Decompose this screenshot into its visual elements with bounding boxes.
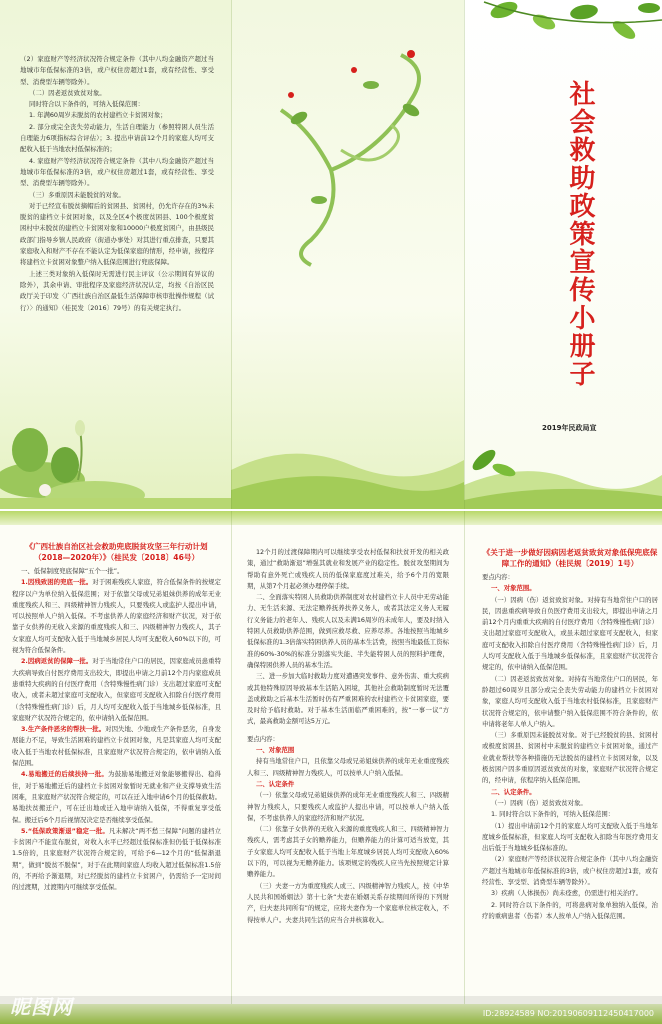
paragraph-text: 4.易地搬迁的后续扶持一批。 (20, 770, 109, 779)
paragraph-text: （二）因老返贫致贫对象。 (28, 88, 106, 97)
paragraph (20, 110, 214, 121)
fold-line (231, 511, 232, 1024)
paragraph (12, 577, 221, 656)
paragraph (482, 854, 658, 888)
paragraph-text: 三、进一步加大临时救助力度对遭遇突发事件、意外伤害、重大疾病或其他特殊原因导致基本生活陷入困境，其他社会救助制度暂时无法覆盖或救助之后基本生活暂时仍有严重困难的农村建档立卡贫困家庭，要及时给予临时救助。对于基本生活面临严重困难的，按“一事一议”方式，最高救助金额可达5万元。 (247, 672, 449, 726)
paragraph-body: 对于当地常住户口的居民，因家庭成员患重特大疾病导致自付医疗费用支出较大，即提出申请之月前12个月内家庭成员患重特大疾病的自付医疗费用（含特殊慢性病门诊）支出超过家庭可支配收入，或者未超过家庭可支配收入，但家庭可支配收入扣除自付医疗费用（含特殊慢性病门诊）后，月人均可支配收入低于当地城乡低保标准，且家庭财产状况符合规定的，依申请纳入低保范围。 (12, 657, 222, 722)
paragraph-text: （一）因病（伤）返贫致贫对象。 (490, 798, 587, 807)
paragraph (482, 787, 658, 798)
paragraph-text: 一、低保制度兜底保障“五个一批”。 (20, 567, 124, 575)
paragraph (247, 671, 449, 727)
paragraph (482, 595, 658, 674)
paragraph-text: 二、认定条件 (255, 779, 295, 788)
paragraph (482, 900, 658, 923)
paragraph-text: 二、认定条件。 (490, 787, 536, 796)
fold-line (231, 0, 232, 509)
paragraph-body: 对于困难残疾人家庭，符合低保条件的按规定程序以户为单位纳入低保范围；对于依靠父母或兄弟姐妹供养的成年无业重度残疾人和三、四级精神智力残疾人，只要残疾人或监护人提出申请，可以按照单人户纳入低保。不考虑供养人的家庭经济和财产状况，对于依靠子女供养的无收入来源的重度残疾人和三、四级精神智力残疾人，其子女家庭人均可支配收入低于当地城乡居民人均可支配收入60%以下的，可视为符合低保条件。 (12, 578, 222, 655)
paragraph-text: 一、对象范围。 (490, 584, 536, 593)
paragraph (247, 824, 449, 880)
paragraph-text: （二）依靠子女供养的无收入来源的重度残疾人和三、四级精神智力残疾人，需考虑其子女的赡养能力，但赡养能力的计算可适当放宽，其子女家庭人均可支配收入低于当地上年度城乡居民人均可支配收入60%以下的，可以视为无赡养能力。该项规定的残疾人应当先按照规定计算赡养能力。 (247, 825, 449, 879)
leaves-bottom-decoration (464, 430, 662, 509)
paragraph (20, 190, 214, 201)
paragraph (20, 122, 214, 156)
paragraph (482, 583, 658, 594)
green-hills-decoration (231, 420, 464, 509)
paragraph (12, 656, 221, 724)
paragraph (482, 730, 658, 786)
paragraph (247, 790, 449, 824)
paragraph (247, 756, 449, 779)
doc2-paragraphs (247, 734, 449, 926)
paragraph-text: 2.因病返贫的保障一批。 (20, 657, 93, 666)
watermark-id: ID:28924589 NO:20190609112450417000 (482, 1009, 654, 1018)
paragraph-text: （1）提出申请前12个月的家庭人均可支配收入低于当地年度城乡低保标准，但家庭人均可支配收入扣除当年医疗费用支出后低于当地城乡低保标准的。 (482, 821, 658, 853)
paragraph (482, 821, 658, 855)
paragraph (12, 769, 221, 825)
paragraph-body: 对因失地、少地或生产条件恶劣，自身发展能力不足，导致生活困难的建档立卡贫困对象，凡是其家庭人均可支配收入低于当地农村低保标准，且家庭财产状况符合规定的，依申请纳入低保范围。 (12, 725, 222, 768)
paragraph-text: 要点内容： (247, 734, 279, 743)
paragraph-text: （2）家庭财产等经济状况符合规定条件（其中八均金融资产超过当地城市年低保标准的3倍，或户权住房超过1套，或有经营性、享受型、消费型车辆等除外）。 (20, 55, 214, 86)
paragraph (12, 826, 221, 894)
paragraph (20, 269, 214, 314)
paragraph-text: （一）依靠父母或兄弟姐妹供养的成年无业重度残疾人和三、四级精神智力残疾人，只要残疾人或监护人提出申请，可以按单人户纳入低保，不考虑供养人的家庭经济和财产状况。 (247, 791, 449, 822)
paragraph (482, 809, 658, 820)
paragraph-text: （2）家庭财产等经济状况符合规定条件（其中八均金融资产超过当地城市年低保标准的3倍，或户权住房超过1套，或有经营性、享受型、消费型车辆等除外）。 (482, 855, 658, 887)
paragraph-text: （三）多重原因未能脱贫的对象。 (28, 190, 125, 199)
left-text-panel (0, 0, 231, 509)
cover-title: 社会救助政策宣传小册子 (565, 80, 595, 388)
paragraph-text: 3）疾病（人体损伤）尚未痊愈，仍需进行相关治疗。 (490, 889, 643, 898)
paragraph-text: 对于已经宣布脱贫摘帽后的贫困县、贫困村，仍允许存在的3%未脱贫的建档立卡贫困对象，以及全区4个极度贫困县、100个极度贫困村中未脱贫的建档立卡贫困对象和10000户极度贫困户，由县级民政部门指导乡镇人民政府（街道办事处）对其进行重点排查，只要其家庭收入和财产不存在不能认定为低保家庭的情形，经申请，按程序将建档立卡贫困对象整户纳入低保范围进行兜底保障。 (20, 201, 214, 267)
paragraph (247, 734, 449, 745)
inside-right-panel (464, 511, 662, 1024)
paragraph-text: 2. 部分或完全丧失劳动能力，生活自理能力（参照特困人员生活自理能力6项指标综合评估）；3. 提出申请前12个月的家庭人均可支配收入低于当地农村低保标准的； (20, 122, 214, 154)
paragraph (482, 674, 658, 730)
cover-issuer: 2019年民政局宣 (542, 424, 597, 432)
paragraph (247, 592, 449, 671)
brochure-inside-sheet (0, 511, 662, 1024)
doc3-paragraphs (482, 572, 658, 922)
inside-left-panel (0, 511, 231, 1024)
paragraph-text: 2. 同时符合以下条件的，可将患病对象单独纳入低保，治疗的重病患者（伤者）本人按单人户纳入低保范围。 (482, 900, 658, 920)
paragraph-text: （三）多重原因未能脱贫对象。对于已经脱贫的县、贫困村或极度贫困县、贫困村中未脱贫的建档立卡贫困对象，通过产业就业帮扶等各种措施仍无法脱贫的建档立卡贫困对象，以及极贫困户因多重原因返贫致贫的对象，家庭财产状况符合规定的，经申请，依程序纳入低保范围。 (482, 731, 658, 785)
paragraph (12, 724, 221, 769)
paragraph-text: 1. 年满60周岁未脱贫的农村建档立卡贫困对象； (28, 111, 167, 120)
paragraph-text: 持有当地常住户口，且依靠父母或兄弟姐妹供养的成年无业重度残疾人和三、四级精神智力残疾人，可以按单人户纳入低保。 (247, 757, 449, 777)
paragraph-text: 1. 同时符合以下条件的，可纳入低保范围： (490, 810, 615, 819)
paragraph-text: 上述三类对象纳入低保时无需进行民主评议（公示期间有异议的除外），其余申请、审批程序及家庭经济状况认定，均按《自治区民政厅关于印发〈广西壮族自治区最低生活保障审核审批操作规程（试行）〉的通知》（桂民发〔2016〕79号）的有关规定执行。 (20, 269, 214, 312)
watermark-logo: 昵图网 (10, 995, 73, 1019)
paragraph (20, 88, 214, 99)
leaves-top-decoration (464, 0, 662, 70)
paragraph (482, 572, 658, 583)
paragraph (20, 99, 214, 110)
paragraph-text: 一、对象范围 (255, 746, 295, 755)
doc1-continued (247, 547, 449, 728)
inside-right-body (482, 547, 658, 922)
paragraph (482, 798, 658, 809)
back-cover-panel (231, 0, 464, 509)
inside-middle-body (247, 547, 449, 926)
watermark-bar (0, 996, 662, 1024)
brochure-outside-sheet (0, 0, 662, 509)
fold-line (464, 511, 465, 1024)
paragraph-text: 二、全面落实特困人员救助供养制度对农村建档立卡人员中无劳动能力、无生活来源、无法定赡养抚养扶养义务人，或者其法定义务人无履行义务能力的老年人、残疾人以及未满16周岁的未成年人，要及时纳入特困人员救助供养范围，做到应救尽救、应养尽养。各地按照当地城乡低保标准的1.3倍落实特困供养人员的基本生活费，按照当地最低工资标准的60%-30%的标准分别落实失能、半失能特困人员的照料护理费，确保特困供养人员的基本生活。 (247, 593, 449, 669)
paragraph (482, 888, 658, 899)
lotus-leaves-decoration (0, 410, 231, 509)
paragraph-text: 12个月的过渡保障期内可以继续享受农村低保和扶贫开发的相关政策，通过“救助渐退”增强其就业和发展产业的稳定性。脱贫攻坚期间为帮助有意外死亡或残疾人员的低保家庭度过难关，给予6个月的宽限期，从第7个月起必须办理停保手续。 (247, 548, 449, 590)
paragraph (247, 779, 449, 790)
paragraph (20, 201, 214, 269)
paragraph-text: 1.因残致困的兜底一批。 (20, 578, 93, 587)
paragraph-text: （三）夫妻一方为重度残疾人或三、四级精神智力残疾人，按《中华人民共和国婚姻法》第十七条“夫妻在婚姻关系存续期间所得的下列财产，归夫妻共同所有”的规定，应将夫妻作为一个家庭单位核定收入，不得按单人户。夫妻共同生活的应当合并核算收入。 (247, 881, 449, 924)
paragraph-text: 5.“低保政策渐退”稳定一批。 (20, 826, 109, 835)
paragraph (20, 54, 214, 88)
inside-left-body (12, 541, 221, 894)
paragraph-text: 4. 家庭财产等经济状况符合规定条件（其中八均金融资产超过当地城市年低保标准的3倍，或户权住房超过1套，或有经营性、享受型、消费型车辆等除外）。 (20, 156, 214, 188)
vine-swirl-decoration (271, 40, 441, 270)
inside-middle-panel (231, 511, 464, 1024)
paragraph (247, 547, 449, 592)
doc-title-1: 《广西壮族自治区社会救助兜底脱贫攻坚三年行动计划（2018—2020年）》（桂民发〔2018〕46号） (25, 542, 208, 562)
fold-line (464, 0, 465, 509)
paragraph (12, 566, 221, 577)
paragraph (247, 745, 449, 756)
doc1-paragraphs (12, 566, 221, 894)
paragraph-text: （二）因老返贫致贫对象。对持有当地常住户口的居民，年龄超过60周岁且部分或完全丧失劳动能力的建档立卡贫困对象，家庭人均可支配收入低于当地农村低保标准，且家庭财产状况符合规定的，依申请整户纳入低保范围不符合条件的，依申请将老年人单人户纳入。 (482, 674, 658, 728)
paragraph-text: 同时符合以下条件的，可纳入低保范围： (28, 100, 144, 109)
paragraph-body: 为鼓励易地搬迁对象能够搬得出、稳得住，对于易地搬迁后的建档立卡贫困对象暂时无就业和产业支撑导致生活困难，且家庭财产状况符合规定的，可以在迁入地申请6个月的低保救助。易地扶贫搬迁户，可在迁出地或迁入地申请纳入低保，不得重复享受低保。搬迁后6个月后视情况决定是否继续享受低保。 (12, 770, 221, 824)
paragraph-text: 3.生产条件恶劣的帮扶一批。 (20, 725, 106, 734)
doc-title-3: 《关于进一步做好因病因老返贫致贫对象低保兜底保障工作的通知》（桂民规〔2019〕1号） (482, 548, 658, 568)
paragraph (20, 156, 214, 190)
paragraph-text: 要点内容： (482, 573, 514, 581)
paragraph-body: 凡未解决“两不愁三保障”问题的建档立卡贫困户不能宣布脱贫，对收入水平已经超过低保标准但仍低于低保标准1.5倍的，且家庭财产状况符合规定的，可给予6—12个月的“低保渐退期”，做到“脱贫不脱保”，对于在此期间家庭人均收入超过低保标准1.5倍的，不再给予渐退期，对已经脱贫的建档立卡贫困户，仍需给予一定时间的过渡期，过渡期内可继续享受低保。 (12, 826, 221, 892)
paragraph-text: （一）因病（伤）返贫致贫对象。对持有当地常住户口的居民，因患重疾病导致自负医疗费用支出较大，即提出申请之月前12个月内重重大疾病的自付医疗费用（含特殊慢性病门诊）支出超过家庭可支配收入，或虽未超过家庭可支配收入，但家庭可支配收入扣除自付医疗费用（含特殊慢性病门诊）后，月人均可支配收入低于当地城乡低保标准，且家庭财产状况符合规定的，依申请纳入低保范围。 (482, 595, 658, 672)
paragraph (247, 881, 449, 926)
left-text-body (20, 54, 214, 314)
